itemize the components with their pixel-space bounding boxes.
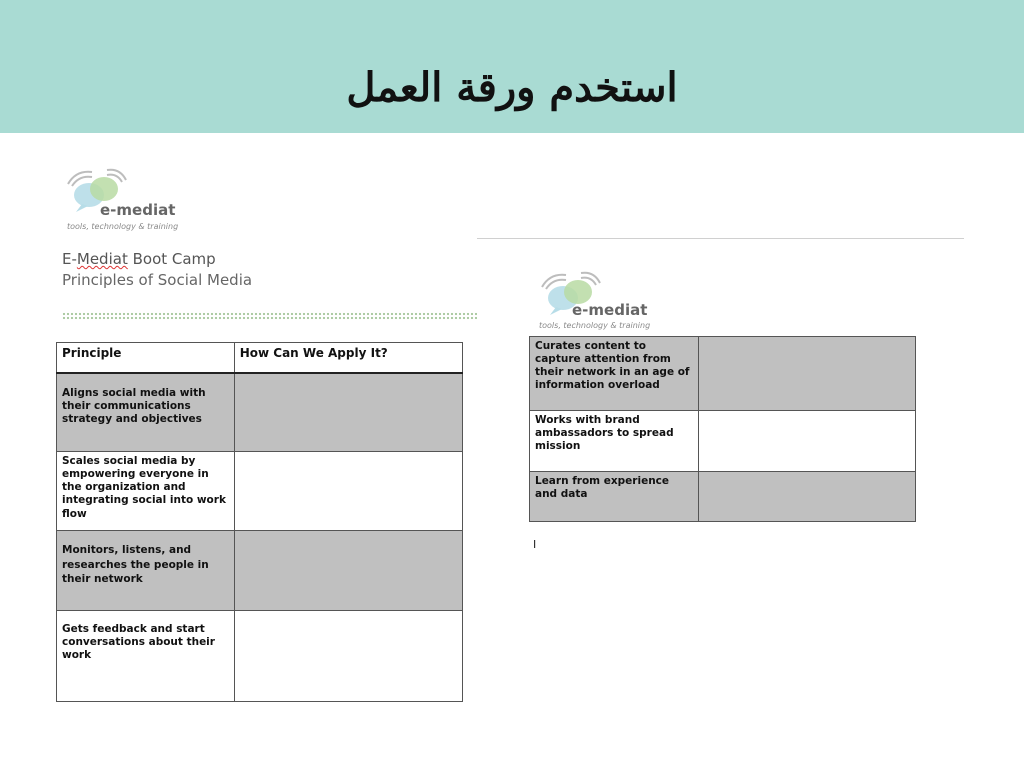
principles-table	[56, 342, 463, 702]
table-row	[530, 411, 916, 472]
header-banner	[0, 0, 1024, 133]
apply-cell[interactable]	[698, 337, 915, 411]
table-row	[57, 531, 463, 611]
principle-cell: Curates content to capture attention from their network in an age of information overload	[530, 337, 699, 411]
principle-cell: Aligns social media with their communications strategy and objectives	[57, 373, 235, 452]
slide-title: استخدم ورقة العمل	[346, 64, 678, 111]
logo-tagline: tools, technology & training	[539, 321, 651, 330]
document-subtitle: Principles of Social Media	[62, 271, 253, 289]
principle-cell: Learn from experience and data	[530, 472, 699, 522]
principles-table-continued	[529, 336, 916, 522]
principle-cell: Monitors, listens, and researches the people in their network	[57, 531, 235, 611]
page-divider-line	[477, 238, 964, 239]
dotted-divider	[62, 312, 477, 320]
document-title: E-Mediat Boot Camp	[62, 250, 216, 268]
column-header-principle: Principle	[57, 343, 235, 373]
table-row	[57, 373, 463, 452]
apply-cell[interactable]	[234, 452, 462, 531]
logo-wordmark: e-mediat	[100, 201, 176, 219]
apply-cell[interactable]	[234, 531, 462, 611]
table-row	[530, 337, 916, 411]
table-row	[530, 472, 916, 522]
table-row	[57, 452, 463, 531]
logo-wordmark: e-mediat	[572, 301, 648, 319]
table-row	[57, 611, 463, 702]
apply-cell[interactable]	[234, 611, 462, 702]
apply-cell[interactable]	[234, 373, 462, 452]
e-mediat-logo	[62, 162, 202, 237]
e-mediat-logo	[536, 265, 676, 340]
text-cursor: I	[533, 538, 537, 551]
apply-cell[interactable]	[698, 472, 915, 522]
principle-cell: Scales social media by empowering everyone in the organization and integrating social into work flow	[57, 452, 235, 531]
column-header-apply: How Can We Apply It?	[234, 343, 462, 373]
principle-cell: Works with brand ambassadors to spread mission	[530, 411, 699, 472]
logo-tagline: tools, technology & training	[67, 222, 179, 231]
principle-cell: Gets feedback and start conversations about their work	[57, 611, 235, 702]
apply-cell[interactable]	[698, 411, 915, 472]
